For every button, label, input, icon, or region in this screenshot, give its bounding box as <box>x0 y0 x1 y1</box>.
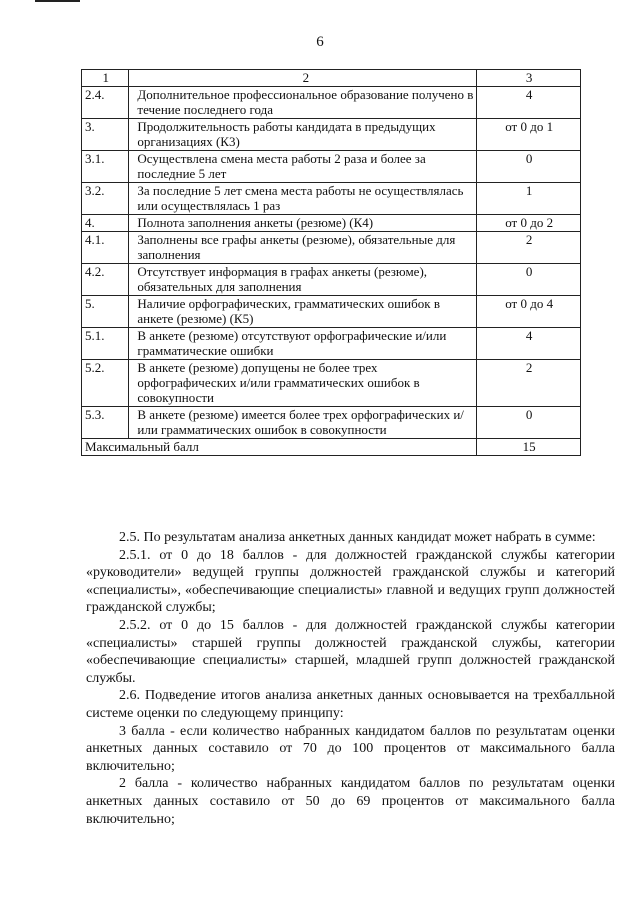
total-row <box>82 439 581 456</box>
row-number: 4.2. <box>82 264 129 296</box>
paragraph: 2 балла - количество набранных кандидатом баллов по результатам оценки анкетных данных составило от 50 до 69 процентов от максимального балла включительно; <box>86 776 615 827</box>
page-number: 6 <box>316 34 324 50</box>
table-row <box>82 232 581 264</box>
criterion-score: от 0 до 2 <box>477 215 581 232</box>
table-row <box>82 183 581 215</box>
criterion-text: Осуществлена смена места работы 2 раза и более за последние 5 лет <box>129 151 477 183</box>
table-row <box>82 119 581 151</box>
criterion-text: Дополнительное профессиональное образование получено в течение последнего года <box>129 87 477 119</box>
table-row <box>82 407 581 439</box>
criterion-text: Наличие орфографических, грамматических ошибок в анкете (резюме) (К5) <box>129 296 477 328</box>
header-cell: 1 <box>82 70 129 87</box>
criterion-score: 4 <box>477 87 581 119</box>
row-number: 3.1. <box>82 151 129 183</box>
criterion-score: 2 <box>477 232 581 264</box>
criterion-text: В анкете (резюме) отсутствуют орфографические и/или грамматические ошибки <box>129 328 477 360</box>
row-number: 3. <box>82 119 129 151</box>
criterion-score: 0 <box>477 151 581 183</box>
criterion-score: от 0 до 4 <box>477 296 581 328</box>
criterion-score: 2 <box>477 360 581 407</box>
total-label: Максимальный балл <box>82 439 477 456</box>
criterion-score: 0 <box>477 264 581 296</box>
body-text <box>86 529 615 828</box>
table-row <box>82 215 581 232</box>
row-number: 5.1. <box>82 328 129 360</box>
criterion-text: В анкете (резюме) имеется более трех орфографических и/или грамматических ошибок в совокупности <box>129 407 477 439</box>
row-number: 3.2. <box>82 183 129 215</box>
criterion-text: Заполнены все графы анкеты (резюме), обязательные для заполнения <box>129 232 477 264</box>
paragraph: 3 балла - если количество набранных кандидатом баллов по результатам оценки анкетных данных составило от 70 до 100 процентов от максимального балла включительно; <box>86 723 615 774</box>
criterion-score: 0 <box>477 407 581 439</box>
corner-mark <box>35 0 80 2</box>
row-number: 5.3. <box>82 407 129 439</box>
criterion-text: За последние 5 лет смена места работы не осуществлялась или осуществлялась 1 раз <box>129 183 477 215</box>
paragraph: 2.5. По результатам анализа анкетных данных кандидат может набрать в сумме: <box>119 530 596 545</box>
criterion-score: 4 <box>477 328 581 360</box>
paragraph: 2.5.1. от 0 до 18 баллов - для должностей гражданской службы категории «руководители» ведущей группы должностей гражданской службы и категорий «специалисты», «обеспечивающие специалисты» главной и ведущих групп должностей гражданской службы; <box>86 547 615 616</box>
row-number: 4.1. <box>82 232 129 264</box>
table-row <box>82 360 581 407</box>
header-cell: 2 <box>129 70 477 87</box>
scoring-table <box>81 69 581 456</box>
paragraph: 2.5.2. от 0 до 15 баллов - для должностей гражданской службы категории «специалисты» старшей группы должностей гражданской службы, категории «обеспечивающие специалисты» старшей, младшей групп должностей гражданской службы. <box>86 617 615 686</box>
criterion-score: от 0 до 1 <box>477 119 581 151</box>
total-value: 15 <box>477 439 581 456</box>
header-cell: 3 <box>477 70 581 87</box>
row-number: 2.4. <box>82 87 129 119</box>
table-row <box>82 87 581 119</box>
criterion-text: Полнота заполнения анкеты (резюме) (К4) <box>129 215 477 232</box>
paragraph: 2.6. Подведение итогов анализа анкетных данных основывается на трехбалльной системе оценки по следующему принципу: <box>86 688 615 721</box>
table-row <box>82 328 581 360</box>
table-row <box>82 151 581 183</box>
table-header-row <box>82 70 581 87</box>
criterion-text: Отсутствует информация в графах анкеты (резюме), обязательных для заполнения <box>129 264 477 296</box>
table-row <box>82 264 581 296</box>
row-number: 5. <box>82 296 129 328</box>
criterion-score: 1 <box>477 183 581 215</box>
row-number: 5.2. <box>82 360 129 407</box>
table-row <box>82 296 581 328</box>
criterion-text: Продолжительность работы кандидата в предыдущих организациях (К3) <box>129 119 477 151</box>
criterion-text: В анкете (резюме) допущены не более трех орфографических и/или грамматических ошибок в совокупности <box>129 360 477 407</box>
row-number: 4. <box>82 215 129 232</box>
